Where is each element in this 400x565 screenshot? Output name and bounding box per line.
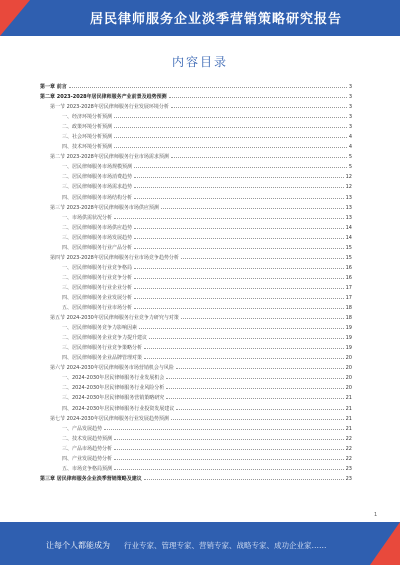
toc-entry-title: 五、居民律师服务行业市场分析 xyxy=(62,305,133,312)
toc-entry[interactable] xyxy=(40,193,352,203)
toc-leader-dots xyxy=(114,454,344,460)
toc-entry[interactable] xyxy=(40,213,352,223)
toc-entry[interactable] xyxy=(40,223,352,233)
toc-entry-title: 四、居民律师服务企业发展分析 xyxy=(62,294,133,301)
toc-entry-page: 21 xyxy=(345,425,352,432)
toc-entry-title: 一、2024-2030年居民律师服务行业发展机会 xyxy=(62,375,165,382)
toc-entry-page: 20 xyxy=(345,385,352,392)
toc-entry-title: 二、居民律师服务市场供应趋势 xyxy=(62,224,133,231)
toc-entry-title: 五、市场竞争格局预测 xyxy=(62,465,113,472)
toc-entry[interactable] xyxy=(40,162,352,172)
toc-entry[interactable] xyxy=(40,82,352,92)
toc-leader-dots xyxy=(134,303,344,309)
toc-entry-title: 二、政策环境分析预测 xyxy=(62,124,113,131)
toc-leader-dots xyxy=(114,112,347,118)
toc-entry-title: 三、居民律师服务市场需求趋势 xyxy=(62,184,133,191)
toc-leader-dots xyxy=(134,172,344,178)
toc-leader-dots xyxy=(139,323,344,329)
toc-entry[interactable] xyxy=(40,293,352,303)
toc-entry[interactable] xyxy=(40,283,352,293)
toc-leader-dots xyxy=(171,102,347,108)
toc-entry-page: 16 xyxy=(345,274,352,281)
toc-entry-title: 三、居民律师服务行业企业分析 xyxy=(62,284,133,291)
toc-entry[interactable] xyxy=(40,172,352,182)
toc-leader-dots xyxy=(134,223,344,229)
toc-entry-page: 21 xyxy=(345,395,352,402)
toc-entry-page: 17 xyxy=(345,284,352,291)
page-marker: 1 xyxy=(374,512,378,518)
toc-entry-title: 一、市场供需状况分析 xyxy=(62,214,113,221)
toc-entry[interactable] xyxy=(40,474,352,484)
toc-leader-dots xyxy=(114,444,344,450)
toc-entry[interactable] xyxy=(40,122,352,132)
toc-entry[interactable] xyxy=(40,303,352,313)
toc-entry-title: 第三章 居民律师服务企业淡季营销策略及建议 xyxy=(40,475,142,482)
toc-entry-page: 5 xyxy=(348,164,352,171)
toc-entry[interactable] xyxy=(40,102,352,112)
toc-leader-dots xyxy=(169,92,347,98)
toc-entry[interactable] xyxy=(40,152,352,162)
toc-entry-title: 四、居民律师服务市场结构分析 xyxy=(62,194,133,201)
toc-entry-title: 二、技术发展趋势预测 xyxy=(62,435,113,442)
toc-entry-title: 三、居民律师服务行业竞争策略分析 xyxy=(62,345,143,352)
toc-leader-dots xyxy=(134,182,344,188)
toc-entry[interactable] xyxy=(40,203,352,213)
toc-leader-dots xyxy=(134,233,344,239)
toc-entry-title: 四、产业发展趋势分析 xyxy=(62,455,113,462)
toc-entry-page: 19 xyxy=(345,325,352,332)
toc-entry-page: 15 xyxy=(345,254,352,261)
toc-entry-title: 第五节 2024-2030年居民律师服务行业竞争力研究与对策 xyxy=(50,315,179,322)
toc-entry-title: 三、社会环境分析预测 xyxy=(62,134,113,141)
toc-entry-title: 二、居民律师服务市场消费趋势 xyxy=(62,174,133,181)
toc-entry-page: 22 xyxy=(345,445,352,452)
toc-leader-dots xyxy=(149,333,344,339)
toc-entry-page: 17 xyxy=(345,294,352,301)
toc-entry[interactable] xyxy=(40,313,352,323)
toc-entry[interactable] xyxy=(40,92,352,102)
toc-entry-page: 4 xyxy=(348,144,352,151)
toc-entry-page: 3 xyxy=(348,104,352,111)
toc-entry[interactable] xyxy=(40,333,352,343)
header-corner-decoration xyxy=(0,0,30,36)
toc-leader-dots xyxy=(134,193,344,199)
toc-leader-dots xyxy=(144,343,344,349)
toc-entry[interactable] xyxy=(40,404,352,414)
toc-entry[interactable] xyxy=(40,142,352,152)
toc-entry[interactable] xyxy=(40,233,352,243)
toc-entry-page: 12 xyxy=(345,184,352,191)
toc-entry-page: 3 xyxy=(348,94,352,101)
toc-entry-page: 18 xyxy=(345,305,352,312)
toc-entry-page: 19 xyxy=(345,335,352,342)
toc-entry-page: 4 xyxy=(348,134,352,141)
toc-entry-title: 四、居民律师服务行业产品分析 xyxy=(62,244,133,251)
toc-entry-title: 四、居民律师服务企业品牌管理对策 xyxy=(62,355,143,362)
toc-entry[interactable] xyxy=(40,464,352,474)
toc-leader-dots xyxy=(171,414,344,420)
footer-slogan: 让每个人都能成为 xyxy=(46,541,110,550)
toc-entry[interactable] xyxy=(40,444,352,454)
toc-entry-page: 5 xyxy=(348,154,352,161)
toc-entry[interactable] xyxy=(40,353,352,363)
toc-leader-dots xyxy=(144,353,344,359)
toc-entry-title: 二、居民律师服务行业竞争分析 xyxy=(62,274,133,281)
toc-entry-page: 18 xyxy=(345,315,352,322)
toc-entry-title: 四、技术环境分析预测 xyxy=(62,144,113,151)
toc-entry-title: 三、2024-2030年居民律师服务营销策略研究 xyxy=(62,395,165,402)
toc-entry[interactable] xyxy=(40,393,352,403)
toc-entry-page: 20 xyxy=(345,355,352,362)
toc-entry-title: 第二章 2023-2028年居民律师服务产业前景及趋势预测 xyxy=(40,94,167,101)
toc-entry-title: 三、居民律师服务市场发展趋势 xyxy=(62,234,133,241)
toc-entry-page: 3 xyxy=(348,84,352,90)
toc-entry-page: 14 xyxy=(345,224,352,231)
toc-entry-page: 22 xyxy=(345,435,352,442)
toc-entry-title: 第二节 2023-2028年居民律师服务行业市场需求预测 xyxy=(50,154,169,161)
report-footer-banner xyxy=(0,522,400,565)
toc-entry-title: 第一节 2023-2028年居民律师服务行业发展环境分析 xyxy=(50,104,169,111)
toc-entry-page: 12 xyxy=(345,174,352,181)
toc-leader-dots xyxy=(181,253,344,259)
toc-entry-title: 一、经济环境分析预测 xyxy=(62,114,113,121)
toc-leader-dots xyxy=(114,132,347,138)
toc-entry[interactable] xyxy=(40,363,352,373)
toc-entry-title: 一、居民律师服务行业竞争格局 xyxy=(62,264,133,271)
toc-entry-page: 19 xyxy=(345,345,352,352)
report-title: 居民律师服务企业淡季营销策略研究报告 xyxy=(90,12,343,27)
toc-leader-dots xyxy=(161,203,344,209)
toc-entry-title: 一、产品发展趋势 xyxy=(62,425,103,432)
toc-entry[interactable] xyxy=(40,454,352,464)
toc-leader-dots xyxy=(134,243,344,249)
toc-entry-title: 第七节 2024-2030年居民律师服务行业发展趋势预测 xyxy=(50,415,169,422)
toc-heading: 内容目录 xyxy=(171,55,228,69)
toc-leader-dots xyxy=(69,82,347,88)
toc-entry[interactable] xyxy=(40,243,352,253)
toc-entry-page: 20 xyxy=(345,365,352,372)
footer-tagline: 行业专家、管理专家、营销专家、战略专家、成功企业家…… xyxy=(124,541,327,550)
toc-entry-title: 三、产品市场趋势分析 xyxy=(62,445,113,452)
toc-entry-title: 第三节 2023-2028年居民律师服务市场供应预测 xyxy=(50,204,159,211)
toc-leader-dots xyxy=(176,404,343,410)
toc-entry[interactable] xyxy=(40,253,352,263)
toc-entry-title: 第四节 2023-2028年居民律师服务行业市场竞争趋势分析 xyxy=(50,254,179,261)
toc-entry-page: 22 xyxy=(345,455,352,462)
toc-entry[interactable] xyxy=(40,132,352,142)
toc-entry-page: 14 xyxy=(345,234,352,241)
toc-entry-title: 第一章 前言 xyxy=(40,84,67,90)
toc-entry-title: 二、2024-2030年居民律师服务行业风险分析 xyxy=(62,385,165,392)
toc-leader-dots xyxy=(114,122,347,128)
toc-leader-dots xyxy=(114,464,344,470)
toc-entry[interactable] xyxy=(40,273,352,283)
toc-leader-dots xyxy=(166,383,343,389)
toc-leader-dots xyxy=(176,363,344,369)
toc-entry[interactable] xyxy=(40,263,352,273)
toc-leader-dots xyxy=(114,434,344,440)
toc-entry-page: 21 xyxy=(345,415,352,422)
toc-entry-page: 15 xyxy=(345,244,352,251)
toc-leader-dots xyxy=(104,424,344,430)
toc-leader-dots xyxy=(144,474,344,480)
toc-entry-page: 13 xyxy=(345,214,352,221)
toc-entry-page: 3 xyxy=(348,114,352,121)
toc-entry-page: 20 xyxy=(345,375,352,382)
toc-entry-page: 23 xyxy=(345,475,352,482)
footer-corner-decoration xyxy=(370,522,400,565)
toc-leader-dots xyxy=(166,373,343,379)
toc-leader-dots xyxy=(114,142,347,148)
toc-entry[interactable] xyxy=(40,383,352,393)
toc-entry[interactable] xyxy=(40,323,352,333)
toc-entry-page: 16 xyxy=(345,264,352,271)
toc-leader-dots xyxy=(171,152,347,158)
toc-entry[interactable] xyxy=(40,434,352,444)
toc-entry[interactable] xyxy=(40,182,352,192)
toc-entry[interactable] xyxy=(40,343,352,353)
toc-leader-dots xyxy=(134,263,344,269)
toc-leader-dots xyxy=(134,162,347,168)
toc-entry[interactable] xyxy=(40,373,352,383)
table-of-contents xyxy=(40,82,352,484)
toc-leader-dots xyxy=(114,213,344,219)
toc-leader-dots xyxy=(134,283,344,289)
toc-leader-dots xyxy=(134,293,344,299)
toc-entry-page: 13 xyxy=(345,204,352,211)
report-header-banner xyxy=(0,0,400,36)
toc-leader-dots xyxy=(134,273,344,279)
toc-entry-page: 3 xyxy=(348,124,352,131)
toc-entry-page: 13 xyxy=(345,194,352,201)
toc-entry-title: 一、居民律师服务市场规模预测 xyxy=(62,164,133,171)
toc-entry[interactable] xyxy=(40,112,352,122)
toc-entry-title: 第六节 2024-2030年居民律师服务市场营销机会与风险 xyxy=(50,365,174,372)
toc-entry-page: 21 xyxy=(345,405,352,412)
toc-entry-title: 四、2024-2030年居民律师服务行业投资发展建议 xyxy=(62,405,175,412)
toc-entry-title: 二、居民律师服务企业竞争力提升建议 xyxy=(62,335,148,342)
toc-entry[interactable] xyxy=(40,414,352,424)
toc-entry-title: 一、居民律师服务竞争力影响因素 xyxy=(62,325,138,332)
toc-leader-dots xyxy=(166,393,343,399)
toc-entry-page: 23 xyxy=(345,465,352,472)
toc-entry[interactable] xyxy=(40,424,352,434)
toc-leader-dots xyxy=(181,313,344,319)
